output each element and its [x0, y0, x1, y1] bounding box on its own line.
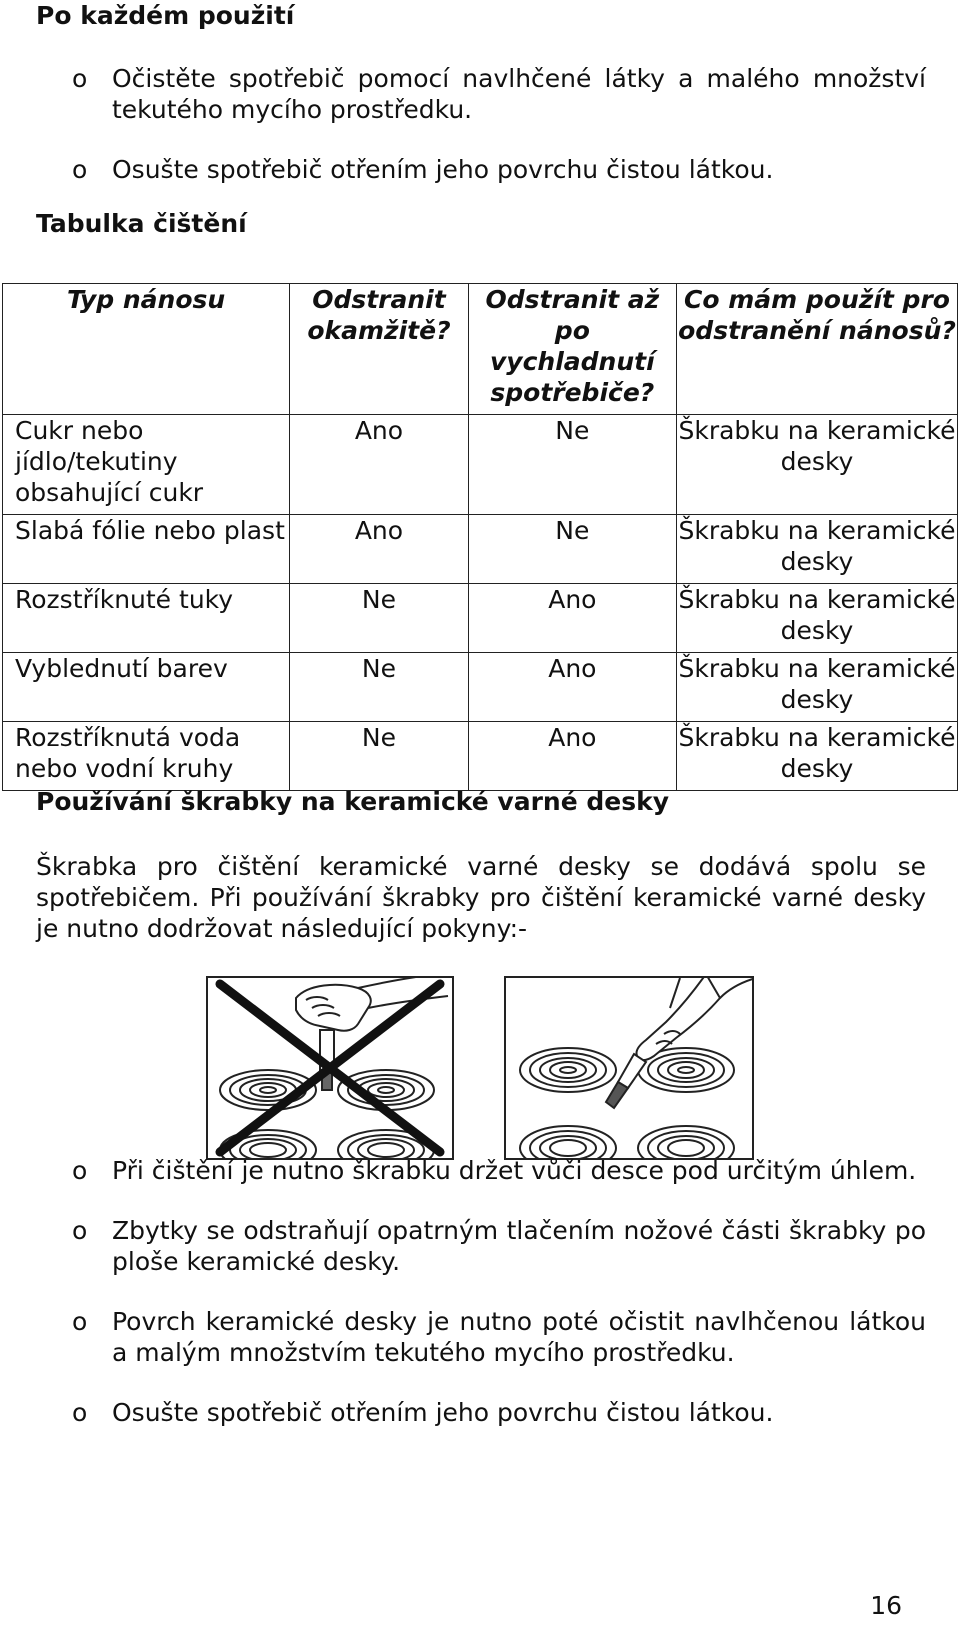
table-cell-deposit: Rozstříknutá voda nebo vodní kruhy	[3, 722, 290, 791]
table-cell-after-cooling: Ano	[468, 722, 676, 791]
header-remove-after-cooling: Odstranit až po vychladnutí spotřebiče?	[468, 284, 676, 415]
table-cell-after-cooling: Ano	[468, 584, 676, 653]
table-cell-tool: Škrabku na keramické desky	[677, 653, 958, 722]
list-item-text: Zbytky se odstraňují opatrným tlačením nožové části škrabky po ploše keramické desky.	[112, 1216, 926, 1276]
list-item-text: Očistěte spotřebič pomocí navlhčené látky a malého množství tekutého mycího prostředku.	[112, 64, 926, 124]
table-row	[3, 584, 958, 653]
cleaning-table	[2, 283, 958, 791]
list-item	[36, 154, 926, 185]
table-cell-immediately: Ne	[290, 653, 468, 722]
table-cell-after-cooling: Ano	[468, 653, 676, 722]
table-cell-immediately: Ano	[290, 515, 468, 584]
header-what-to-use: Co mám použít pro odstranění nánosů?	[677, 284, 958, 415]
correct-scraper-use-illustration-icon	[506, 978, 752, 1158]
table-cell-immediately: Ne	[290, 722, 468, 791]
header-deposit-type: Typ nánosu	[3, 284, 290, 415]
table-row	[3, 653, 958, 722]
bullet-marker: o	[72, 1216, 88, 1245]
bullet-marker: o	[72, 1398, 88, 1427]
correct-scraper-use-figure	[504, 976, 754, 1160]
list-item	[36, 1306, 926, 1368]
list-item-text: Při čištění je nutno škrabku držet vůči desce pod určitým úhlem.	[112, 1156, 917, 1185]
bullet-marker: o	[72, 155, 88, 184]
list-item-text: Osušte spotřebič otřením jeho povrchu čistou látkou.	[112, 155, 774, 184]
table-cell-after-cooling: Ne	[468, 515, 676, 584]
bullet-marker: o	[72, 1307, 88, 1336]
table-cell-deposit: Rozstříknuté tuky	[3, 584, 290, 653]
section-heading-after-use: Po každém použití	[36, 1, 295, 30]
table-cell-deposit: Vyblednutí barev	[3, 653, 290, 722]
table-cell-tool: Škrabku na keramické desky	[677, 515, 958, 584]
section-heading-scraper-use: Používání škrabky na keramické varné desky	[36, 787, 670, 816]
list-item	[36, 1215, 926, 1277]
table-cell-deposit: Cukr nebo jídlo/tekutiny obsahující cukr	[3, 415, 290, 515]
table-cell-deposit: Slabá fólie nebo plast	[3, 515, 290, 584]
table-heading: Tabulka čištění	[36, 209, 247, 238]
wrong-scraper-use-illustration-icon	[208, 978, 452, 1158]
table-row	[3, 722, 958, 791]
list-item-text: Povrch keramické desky je nutno poté očistit navlhčenou látkou a malým množstvím tekutého mycího prostředku.	[112, 1307, 926, 1367]
list-item	[36, 63, 926, 125]
table-row	[3, 415, 958, 515]
list-item	[36, 1397, 926, 1428]
table-header-row	[3, 284, 958, 415]
table-cell-immediately: Ne	[290, 584, 468, 653]
table-cell-after-cooling: Ne	[468, 415, 676, 515]
table-row	[3, 515, 958, 584]
list-item-text: Osušte spotřebič otřením jeho povrchu čistou látkou.	[112, 1398, 774, 1427]
header-remove-immediately: Odstranit okamžitě?	[290, 284, 468, 415]
after-use-list	[36, 63, 926, 185]
page-number: 16	[870, 1591, 902, 1620]
table-cell-tool: Škrabku na keramické desky	[677, 415, 958, 515]
bullet-marker: o	[72, 64, 88, 93]
table-cell-tool: Škrabku na keramické desky	[677, 584, 958, 653]
scraper-intro-paragraph: Škrabka pro čištění keramické varné desky se dodává spolu se spotřebičem. Při používání škrabky pro čištění keramické varné desky je nutno dodržovat následující pokyny:-	[36, 852, 926, 943]
scraper-instructions-list	[36, 1155, 926, 1428]
wrong-scraper-use-figure	[206, 976, 454, 1160]
list-item	[36, 1155, 926, 1186]
bullet-marker: o	[72, 1156, 88, 1185]
table-cell-immediately: Ano	[290, 415, 468, 515]
table-cell-tool: Škrabku na keramické desky	[677, 722, 958, 791]
